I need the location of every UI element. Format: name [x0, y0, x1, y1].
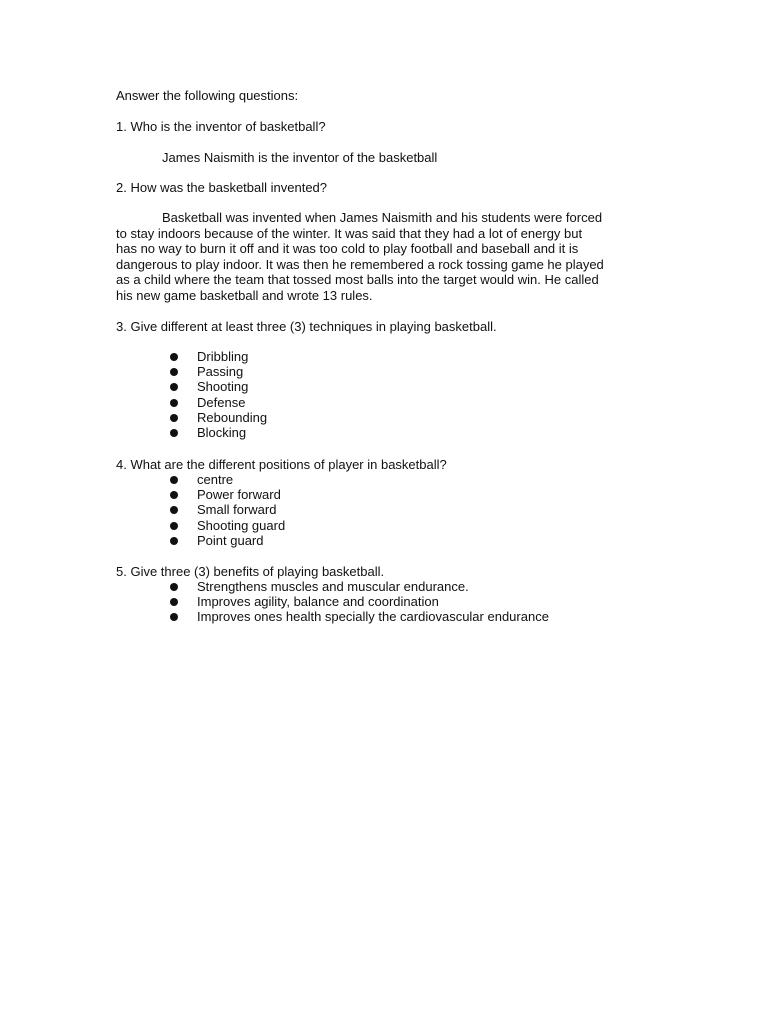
list-item — [170, 472, 650, 487]
list-item-text: Point guard — [197, 532, 264, 548]
answer-1: James Naismith is the inventor of the basketball — [162, 150, 438, 165]
bullet-icon — [170, 522, 178, 530]
bullet-icon — [170, 613, 178, 621]
benefits-list — [170, 579, 650, 625]
list-item-text: Defense — [197, 394, 246, 410]
list-item — [170, 395, 650, 410]
list-item-text: centre — [197, 472, 234, 487]
bullet-icon — [170, 598, 178, 606]
list-item — [170, 518, 650, 533]
list-item-text: Passing — [197, 364, 244, 380]
list-item — [170, 410, 650, 425]
list-item — [170, 425, 650, 440]
bullet-icon — [170, 537, 178, 545]
list-item-text: Improves ones health specially the cardiovascular endurance — [197, 609, 549, 625]
answer-2-line: dangerous to play indoor. It was then he remembered a rock tossing game he played — [116, 256, 604, 272]
list-item — [170, 579, 650, 594]
list-item-text: Strengthens muscles and muscular endurance. — [197, 579, 469, 594]
answer-2-line: as a child where the team that tossed most balls into the target would win. He called — [116, 272, 599, 287]
list-item — [170, 609, 650, 624]
list-item — [170, 594, 650, 609]
list-item-text: Dribbling — [197, 349, 249, 364]
answer-2-line — [116, 210, 656, 226]
list-item — [170, 502, 650, 517]
bullet-icon — [170, 383, 178, 391]
list-item-text: Power forward — [197, 487, 281, 503]
bullet-icon — [170, 399, 178, 407]
list-item — [170, 487, 650, 502]
bullet-icon — [170, 476, 178, 484]
answer-2-line: has no way to burn it off and it was too cold to play football and baseball and it is — [116, 241, 579, 256]
list-item-text: Shooting — [197, 379, 249, 395]
bullet-icon — [170, 583, 178, 591]
answer-2-line: his new game basketball and wrote 13 rules. — [116, 287, 373, 303]
list-item-text: Rebounding — [197, 409, 268, 425]
question-1: 1. Who is the inventor of basketball? — [116, 119, 326, 134]
question-4: 4. What are the different positions of player in basketball? — [116, 457, 447, 472]
list-item — [170, 379, 650, 394]
bullet-icon — [170, 353, 178, 361]
list-item — [170, 364, 650, 379]
list-item-text: Blocking — [197, 424, 247, 440]
bullet-icon — [170, 414, 178, 422]
answer-2-line-text: Basketball was invented when James Naismith and his students were forced — [162, 210, 603, 225]
instruction-text: Answer the following questions: — [116, 88, 299, 103]
bullet-icon — [170, 491, 178, 499]
bullet-icon — [170, 368, 178, 376]
list-item — [170, 349, 650, 364]
bullet-icon — [170, 429, 178, 437]
positions-list — [170, 472, 650, 548]
answer-2-line: to stay indoors because of the winter. It was said that they had a lot of energy but — [116, 225, 583, 241]
list-item-text: Shooting guard — [197, 517, 286, 533]
question-2: 2. How was the basketball invented? — [116, 180, 328, 195]
list-item-text: Small forward — [197, 502, 277, 518]
list-item — [170, 533, 650, 548]
bullet-icon — [170, 506, 178, 514]
answer-2-paragraph — [116, 210, 656, 303]
techniques-list — [170, 349, 650, 440]
question-3: 3. Give different at least three (3) techniques in playing basketball. — [116, 319, 497, 334]
list-item-text: Improves agility, balance and coordination — [197, 594, 439, 610]
question-5: 5. Give three (3) benefits of playing basketball. — [116, 564, 385, 579]
